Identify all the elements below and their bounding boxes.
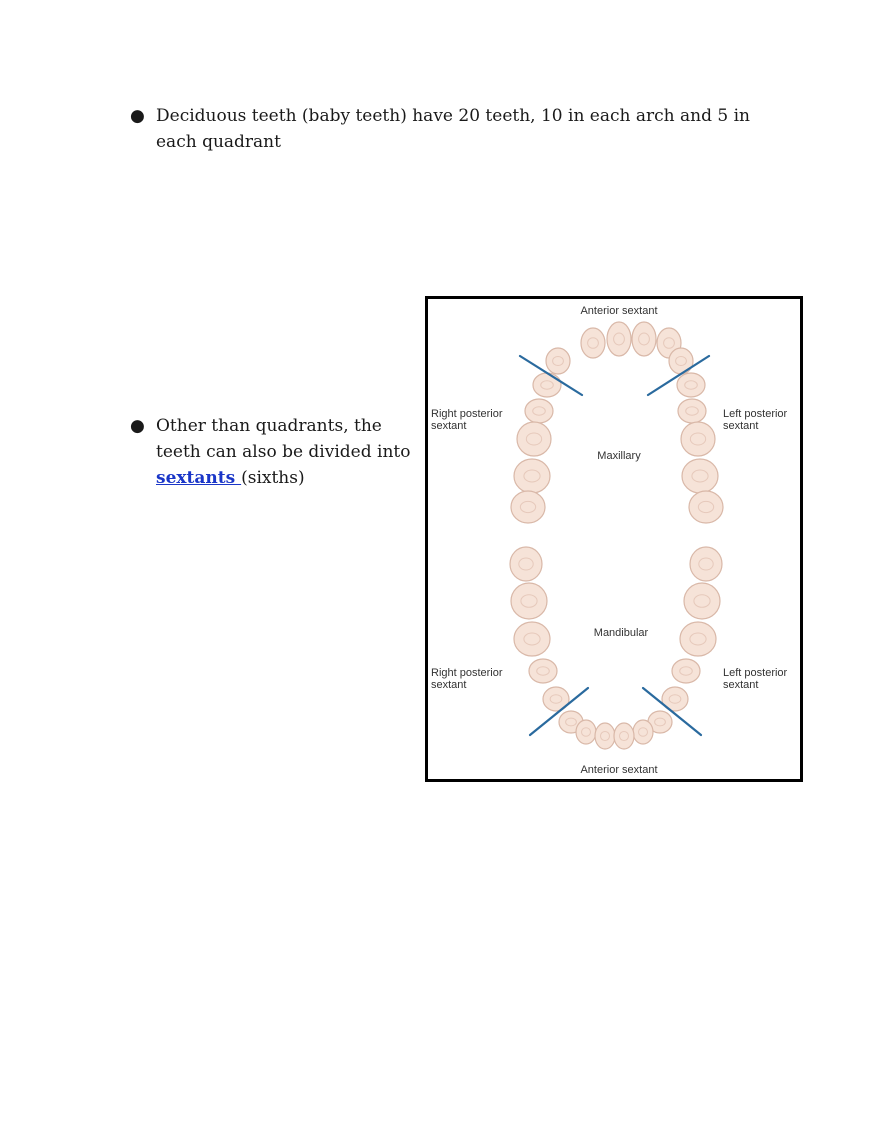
upper-tooth <box>525 399 553 423</box>
bullet-marker: ● <box>130 106 145 126</box>
left-upper-label-1: Left posterior <box>723 408 788 420</box>
right-lower-label-1: Right posterior <box>431 667 503 679</box>
lower-tooth <box>680 622 716 656</box>
upper-tooth <box>678 399 706 423</box>
dental-sextants-figure <box>425 296 803 782</box>
sextants-link[interactable]: sextants <box>156 468 242 488</box>
lower-tooth <box>595 723 615 749</box>
teeth-group <box>510 322 723 749</box>
upper-tooth <box>681 422 715 456</box>
lower-tooth <box>614 723 634 749</box>
upper-tooth <box>689 491 723 523</box>
bullet-text: Deciduous teeth (baby teeth) have 20 teeth, 10 in each arch and 5 in each quadrant <box>156 106 750 152</box>
upper-tooth <box>677 373 705 397</box>
lower-tooth <box>690 547 722 581</box>
upper-tooth <box>682 459 718 493</box>
maxillary-label: Maxillary <box>597 450 641 462</box>
bullet-text <box>156 413 418 491</box>
bullet-text-after: (sixths) <box>241 468 305 488</box>
upper-tooth <box>581 328 605 358</box>
teeth-diagram <box>428 299 800 779</box>
upper-tooth <box>511 491 545 523</box>
lower-tooth <box>633 720 653 744</box>
upper-tooth <box>517 422 551 456</box>
upper-tooth <box>669 348 693 374</box>
mandibular-label: Mandibular <box>593 627 649 639</box>
lower-tooth <box>684 583 720 619</box>
left-lower-label-2: sextant <box>723 679 759 691</box>
left-upper-label-2: sextant <box>723 420 759 432</box>
left-lower-label-1: Left posterior <box>723 667 788 679</box>
upper-tooth <box>546 348 570 374</box>
right-lower-label-2: sextant <box>431 679 467 691</box>
bullet-text-before: Other than quadrants, the teeth can also be divided into <box>156 416 411 462</box>
lower-tooth <box>529 659 557 683</box>
bottom-anterior-label: Anterior sextant <box>580 764 658 776</box>
bullet-marker: ● <box>130 416 145 436</box>
lower-tooth <box>510 547 542 581</box>
upper-tooth <box>607 322 631 356</box>
lower-tooth <box>514 622 550 656</box>
right-upper-label-2: sextant <box>431 420 467 432</box>
lower-tooth <box>576 720 596 744</box>
upper-tooth <box>514 459 550 493</box>
top-anterior-label: Anterior sextant <box>580 305 658 317</box>
upper-tooth <box>533 373 561 397</box>
right-upper-label-1: Right posterior <box>431 408 503 420</box>
lower-tooth <box>672 659 700 683</box>
lower-tooth <box>511 583 547 619</box>
upper-tooth <box>632 322 656 356</box>
